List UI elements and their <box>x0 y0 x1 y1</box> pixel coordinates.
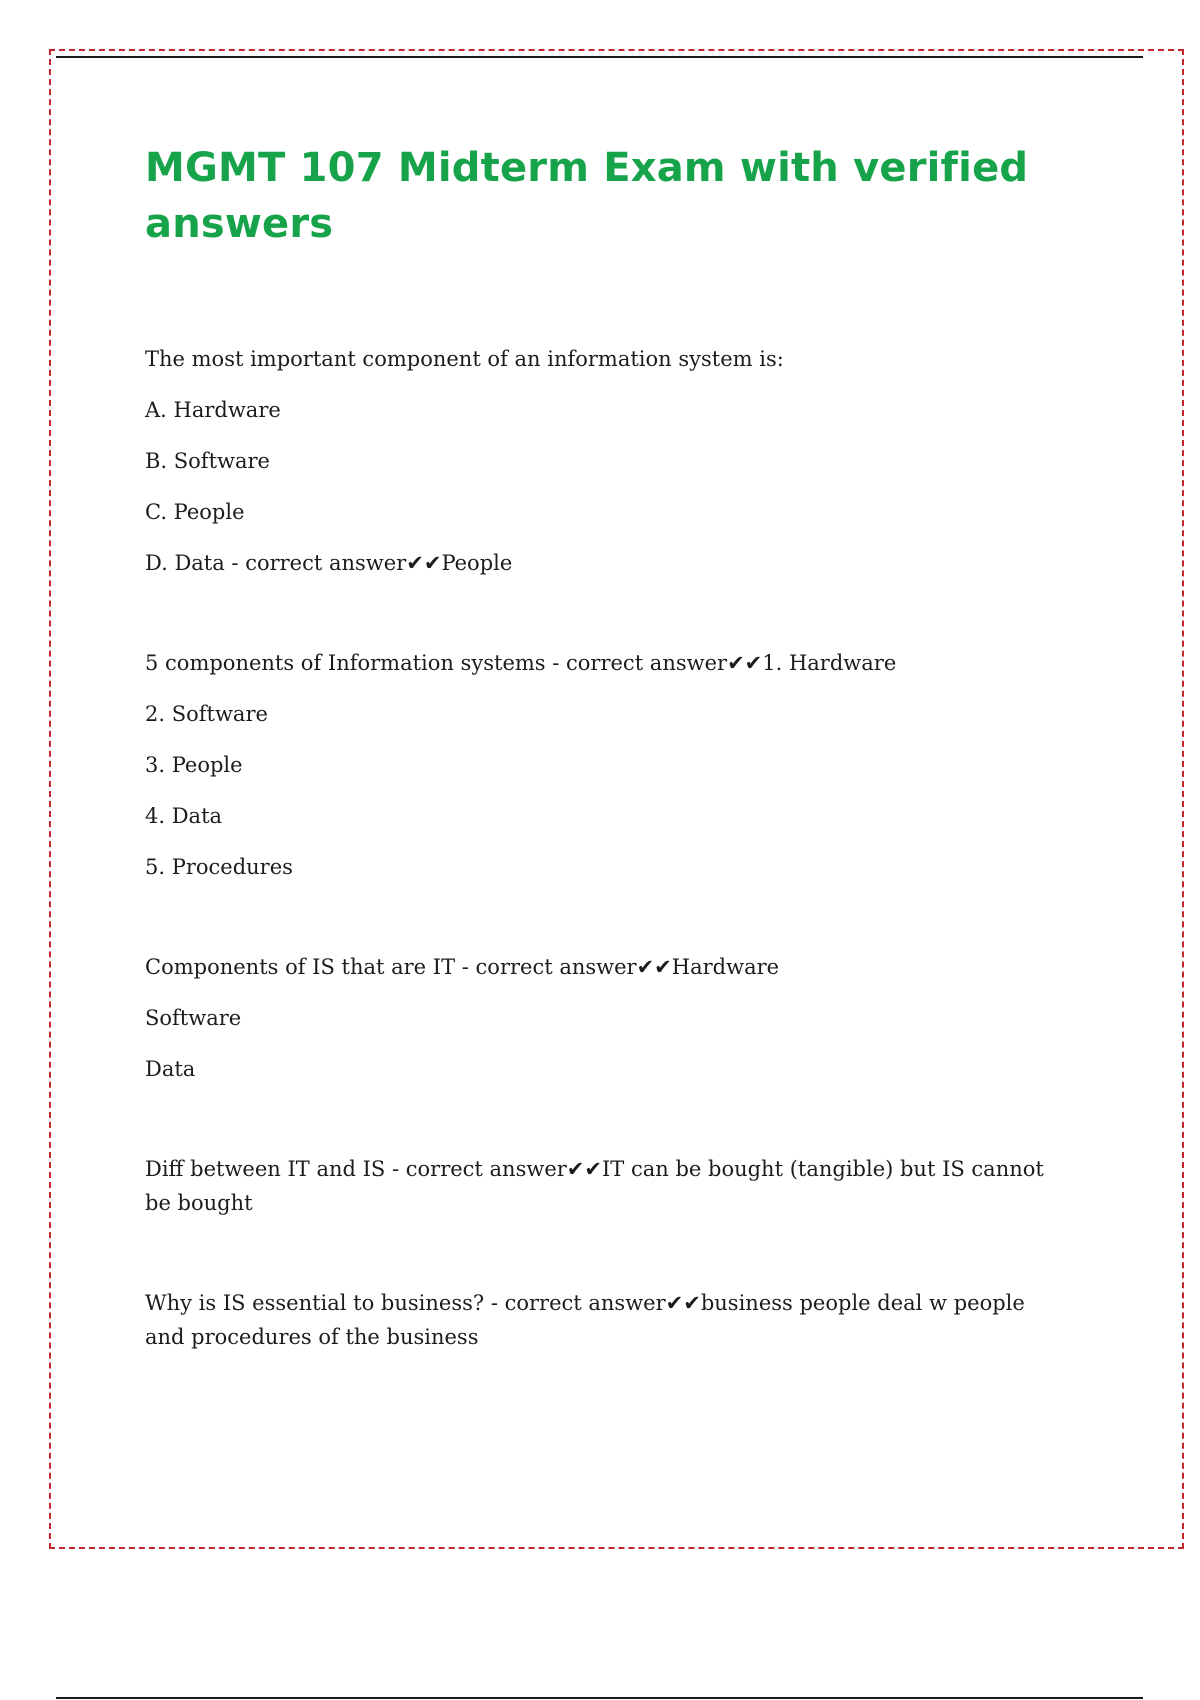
question-text: Why is IS essential to business? - correct answer✔✔business people deal w people and procedures of the business <box>145 1291 1025 1349</box>
question-block-5 <box>145 1286 1065 1354</box>
question-block-4 <box>145 1152 1065 1220</box>
question-text: Diff between IT and IS - correct answer✔✔IT can be bought (tangible) but IS cannot be bought <box>145 1157 1044 1215</box>
question-block-3 <box>145 950 1065 1086</box>
question-block-2 <box>145 646 1065 884</box>
footer-rule <box>56 1697 1143 1699</box>
answer-line: Software <box>145 1006 242 1030</box>
question-block-1 <box>145 342 1065 580</box>
answer-line: 5. Procedures <box>145 855 293 879</box>
option-a: A. Hardware <box>145 398 281 422</box>
question-text: The most important component of an information system is: <box>145 347 784 371</box>
option-d-answer: D. Data - correct answer✔✔People <box>145 551 513 575</box>
document-title: MGMT 107 Midterm Exam with verified answers <box>145 145 1029 247</box>
answer-line: 2. Software <box>145 702 268 726</box>
answer-line: Data <box>145 1057 196 1081</box>
answer-line: 3. People <box>145 753 243 777</box>
question-text: Components of IS that are IT - correct answer✔✔Hardware <box>145 955 780 979</box>
header-rule <box>56 56 1143 58</box>
option-b: B. Software <box>145 449 270 473</box>
option-c: C. People <box>145 500 245 524</box>
document-body <box>145 140 1065 1354</box>
question-text: 5 components of Information systems - correct answer✔✔1. Hardware <box>145 651 897 675</box>
answer-line: 4. Data <box>145 804 223 828</box>
